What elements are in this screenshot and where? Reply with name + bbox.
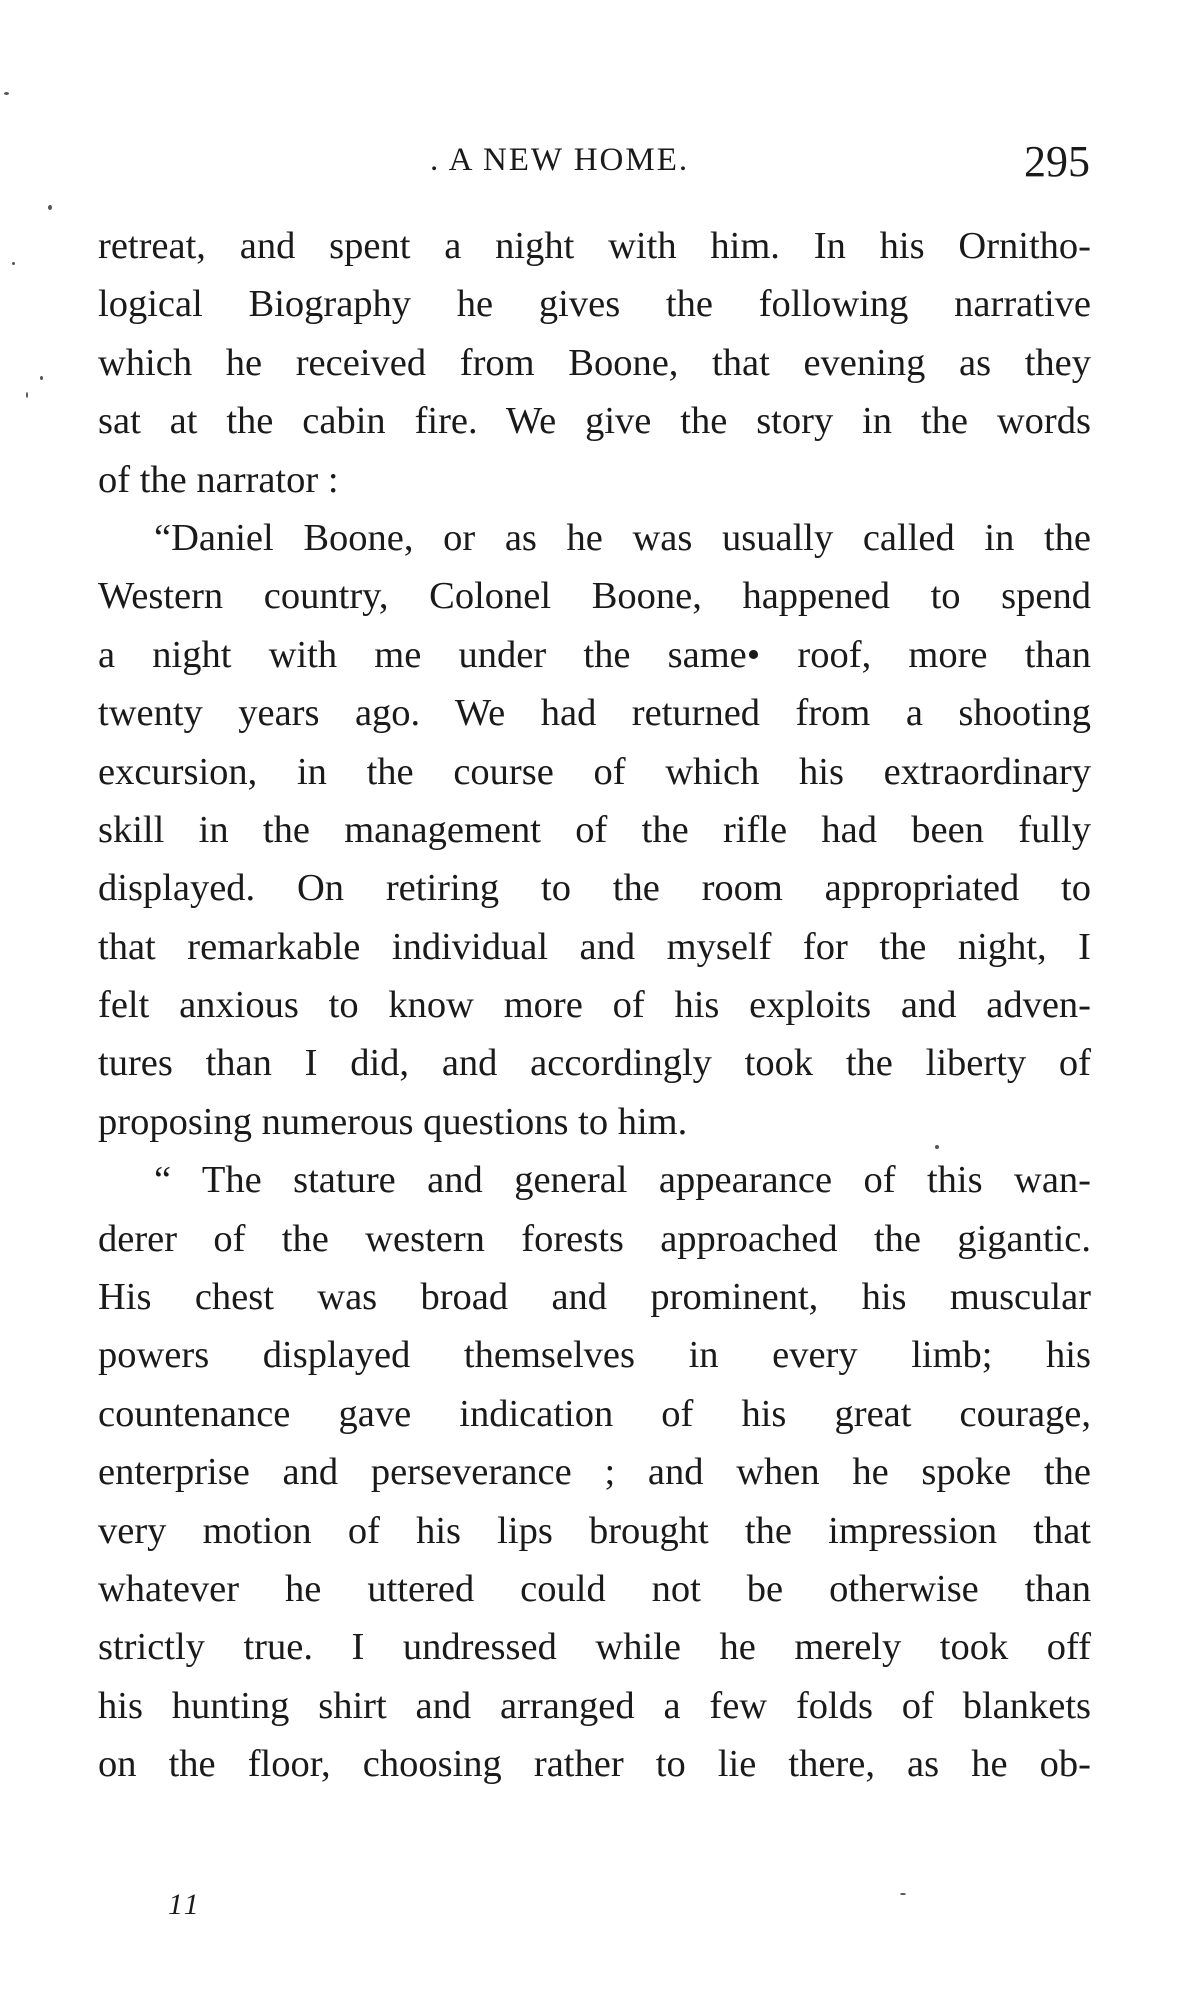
text-line: a night with me under the same• roof, more than [98, 633, 1091, 676]
running-head: . A NEW HOME. [430, 142, 690, 178]
text-line: “Daniel Boone, or as he was usually called in the [154, 516, 1091, 559]
text-line: which he received from Boone, that evening as they [98, 341, 1091, 384]
text-line: twenty years ago. We had returned from a shooting [98, 692, 1091, 735]
margin-speck [40, 376, 43, 380]
margin-speck [4, 92, 9, 95]
margin-speck [26, 392, 28, 398]
text-line: derer of the western forests approached the gigantic. [98, 1217, 1091, 1260]
page-number: 295 [1024, 137, 1090, 186]
text-line: Western country, Colonel Boone, happened to spend [98, 575, 1091, 618]
text-line: logical Biography he gives the following narrative [98, 283, 1091, 326]
margin-speck [48, 205, 52, 210]
text-line: excursion, in the course of which his extraordinary [98, 750, 1091, 793]
text-line: countenance gave indication of his great courage, [98, 1392, 1091, 1435]
text-line: felt anxious to know more of his exploits and adven- [98, 984, 1091, 1027]
text-line: very motion of his lips brought the impression that [98, 1509, 1091, 1552]
text-line: His chest was broad and prominent, his muscular [98, 1276, 1091, 1319]
text-line: enterprise and perseverance ; and when he spoke the [98, 1451, 1091, 1494]
text-line: on the floor, choosing rather to lie there, as he ob- [98, 1743, 1091, 1786]
text-line: powers displayed themselves in every limb; his [98, 1334, 1091, 1377]
text-line: retreat, and spent a night with him. In his Ornitho- [98, 225, 1091, 267]
body-text [98, 217, 1091, 1794]
text-line: displayed. On retiring to the room appropriated to [98, 867, 1091, 910]
signature-mark: 11 [168, 1888, 202, 1921]
page-header [100, 137, 1090, 192]
text-line: his hunting shirt and arranged a few folds of blankets [98, 1684, 1091, 1727]
text-line: “ The stature and general appearance of this wan- [154, 1159, 1091, 1202]
text-line: whatever he uttered could not be otherwise than [98, 1567, 1091, 1610]
text-line: proposing numerous questions to him. [98, 1100, 688, 1143]
margin-speck [12, 262, 15, 265]
text-line: sat at the cabin fire. We give the story in the words [98, 400, 1091, 443]
text-line: skill in the management of the rifle had been fully [98, 808, 1091, 851]
margin-speck [900, 1893, 906, 1895]
text-line: strictly true. I undressed while he merely took off [98, 1626, 1091, 1669]
text-line: that remarkable individual and myself for the night, I [98, 925, 1091, 968]
text-line: tures than I did, and accordingly took the liberty of [98, 1042, 1091, 1085]
text-line: of the narrator : [98, 458, 339, 501]
